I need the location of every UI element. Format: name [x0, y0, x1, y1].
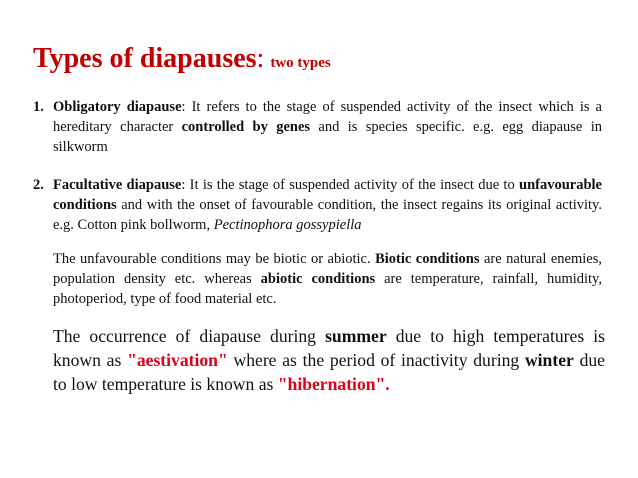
- conditions-text-b: are natural enemies, population density etc. whereas: [53, 251, 603, 287]
- species-name: Pectinophora gossypiella: [213, 217, 362, 233]
- list-number: 2.: [33, 177, 44, 193]
- term-obligatory-diapause: Obligatory diapause: [53, 99, 182, 115]
- list-item-body: [53, 97, 602, 157]
- slide-title: [33, 43, 331, 75]
- conditions-paragraph: [53, 249, 602, 309]
- occurrence-text-d: due to low temperature is known as: [53, 350, 605, 394]
- hibernation-term: "hibernation".: [277, 374, 390, 394]
- controlled-by-genes: controlled by genes: [181, 119, 311, 135]
- facultative-text-a: : It is the stage of suspended activity of the insect due to: [181, 177, 519, 193]
- biotic-conditions: Biotic conditions: [375, 251, 480, 267]
- winter: winter: [524, 350, 574, 370]
- list-number: 1.: [33, 99, 44, 115]
- list-item-body: [53, 175, 602, 235]
- obligatory-text-a: : It refers to the stage of suspended activity of the insect which is a hereditary character: [53, 99, 602, 135]
- term-facultative-diapause: Facultative diapause: [53, 177, 182, 193]
- aestivation-term: "aestivation": [127, 350, 228, 370]
- title-subtitle: two types: [270, 55, 331, 71]
- occurrence-text-b: due to high temperatures is known as: [53, 326, 605, 370]
- facultative-text-b: and with the onset of favourable condition, the insect regains its original activity. e.g. Cotton pink bollworm,: [53, 197, 602, 233]
- abiotic-conditions: abiotic conditions: [260, 271, 376, 287]
- conditions-text-c: are temperature, rainfall, humidity, photoperiod, type of food material etc.: [53, 271, 602, 307]
- title-colon: :: [256, 43, 265, 74]
- occurrence-paragraph: [53, 324, 605, 396]
- list-item-obligatory: [33, 97, 602, 157]
- unfavourable-conditions: unfavourable conditions: [53, 177, 602, 213]
- conditions-text-a: The unfavourable conditions may be biotic or abiotic.: [53, 251, 376, 267]
- summer: summer: [325, 326, 387, 346]
- list-item-facultative: [33, 175, 602, 235]
- title-main: Types of diapauses: [33, 43, 257, 74]
- obligatory-text-b: and is species specific. e.g. egg diapause in silkworm: [53, 119, 603, 155]
- occurrence-text-c: where as the period of inactivity during: [227, 350, 525, 370]
- occurrence-text-a: The occurrence of diapause during: [53, 326, 326, 346]
